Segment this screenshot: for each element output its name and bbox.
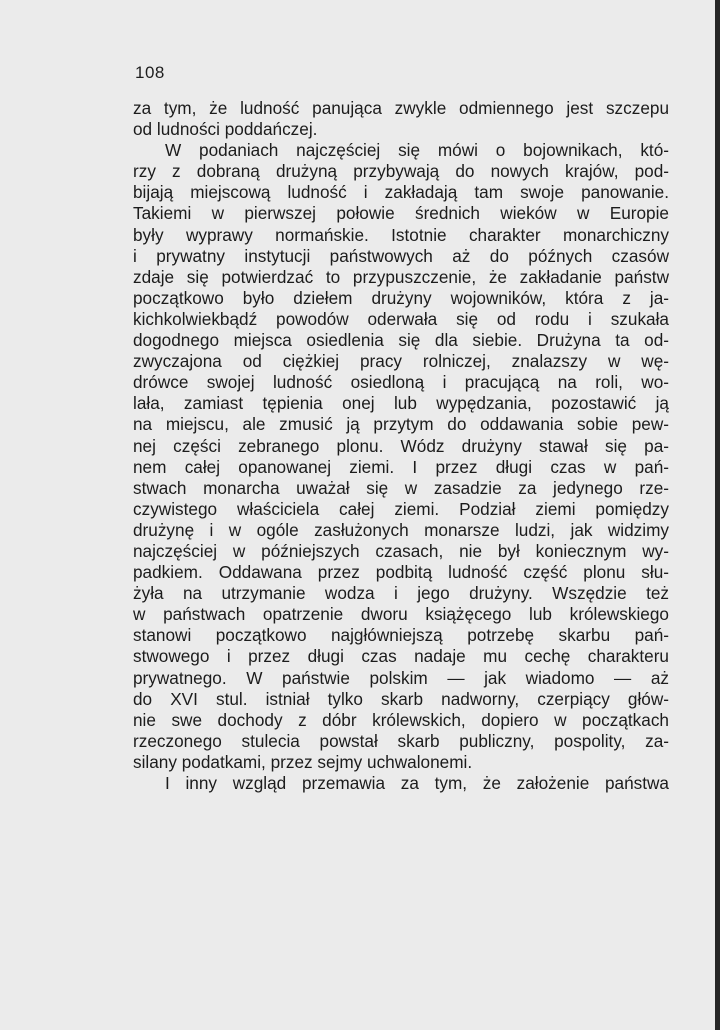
text-line: bijają miejscową ludność i zakładają tam swoje panowanie. <box>133 182 669 203</box>
text-line: zwyczajona od ciężkiej pracy rolniczej, znalazszy w wę- <box>133 351 669 372</box>
text-line: początkowo było dziełem drużyny wojowników, która z ja- <box>133 287 669 308</box>
text-line: prywatnego. W państwie polskim — jak wiadomo — aż <box>133 667 669 688</box>
text-line: stwowego i przez długi czas nadaje mu cechę charakteru <box>133 646 669 667</box>
text-line: zdaje się potwierdzać to przypuszczenie, że zakładanie państw <box>133 266 669 287</box>
text-line: najczęściej w późniejszych czasach, nie był koniecznym wy- <box>133 540 669 561</box>
text-line: drówce swojej ludność osiedloną i pracującą na roli, wo- <box>133 372 669 393</box>
text-line: nem całej opanowanej ziemi. I przez długi czas w pań- <box>133 456 669 477</box>
text-line: od ludności poddańczej. <box>133 119 318 140</box>
text-line: nej części zebranego plonu. Wódz drużyny stawał się pa- <box>133 435 669 456</box>
text-line: stwach monarcha uważał się w zasadzie za jedynego rze- <box>133 477 669 498</box>
text-line: rzeczonego stulecia powstał skarb publiczny, pospolity, za- <box>133 730 669 751</box>
text-line: czywistego właściciela całej ziemi. Podział ziemi pomiędzy <box>133 498 669 519</box>
text-line: rzy z dobraną drużyną przybywają do nowych krajów, pod- <box>133 161 669 182</box>
text-line: silany podatkami, przez sejmy uchwalonemi. <box>133 751 473 772</box>
scan-edge <box>715 0 720 1030</box>
text-line: dogodnego miejsca osiedlenia się dla siebie. Drużyna ta od- <box>133 330 669 351</box>
text-line: do XVI stul. istniał tylko skarb nadworny, czerpiący głów- <box>133 688 669 709</box>
text-line: w państwach opatrzenie dworu książęcego lub królewskiego <box>133 604 669 625</box>
text-line: W podaniach najczęściej się mówi o bojownikach, któ- <box>165 140 669 161</box>
body-text <box>133 98 669 794</box>
text-line: kichkolwiekbądź powodów oderwała się od rodu i szukała <box>133 308 669 329</box>
text-line: Takiemi w pierwszej połowie średnich wieków w Europie <box>133 203 669 224</box>
page-number: 108 <box>135 63 165 82</box>
text-line: na miejscu, ale zmusić ją przytym do oddawania sobie pew- <box>133 414 669 435</box>
text-line: padkiem. Oddawana przez podbitą ludność część plonu słu- <box>133 562 669 583</box>
text-line: i prywatny instytucji państwowych aż do późnych czasów <box>133 245 669 266</box>
text-line: drużynę i w ogóle zasłużonych monarsze ludzi, jak widzimy <box>133 519 669 540</box>
text-line: stanowi początkowo najgłówniejszą potrzebę skarbu pań- <box>133 625 669 646</box>
text-line: za tym, że ludność panująca zwykle odmiennego jest szczepu <box>133 98 669 118</box>
text-line: były wyprawy normańskie. Istotnie charakter monarchiczny <box>133 224 669 245</box>
text-line: żyła na utrzymanie wodza i jego drużyny. Wszędzie też <box>133 583 669 604</box>
text-line: I inny wzgląd przemawia za tym, że założenie państwa <box>165 773 669 793</box>
text-line: nie swe dochody z dóbr królewskich, dopiero w początkach <box>133 709 669 730</box>
text-line: lała, zamiast tępienia onej lub wypędzania, pozostawić ją <box>133 393 669 414</box>
